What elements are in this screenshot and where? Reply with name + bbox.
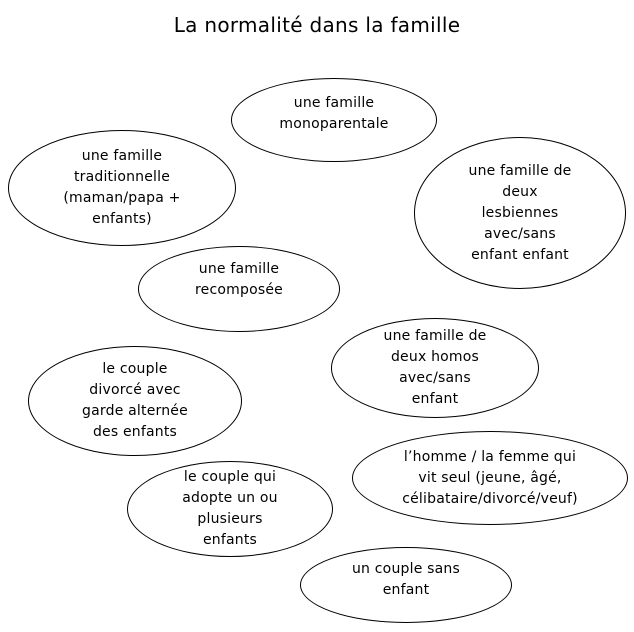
bubble-label-line: une famille bbox=[81, 148, 163, 164]
bubble-label-line: le couple qui bbox=[183, 469, 277, 485]
bubble-label-line: lesbiennes bbox=[481, 204, 559, 221]
bubble-label-line: plusieurs bbox=[197, 511, 263, 527]
bubble-famille-deux-homos bbox=[331, 318, 539, 418]
bubble-label-line: enfant enfant bbox=[471, 246, 569, 263]
bubble-label-line: célibataire/divorcé/veuf) bbox=[402, 490, 578, 507]
bubble-label bbox=[182, 467, 278, 551]
bubble-label bbox=[402, 447, 578, 510]
bubble-label-line: avec/sans bbox=[484, 225, 556, 242]
bubble-label-line: enfant bbox=[411, 391, 459, 407]
bubble-label-line: divorcé avec bbox=[89, 382, 181, 398]
bubble-label-line: recomposée bbox=[195, 282, 283, 298]
bubble-label-line: une famille bbox=[293, 95, 375, 111]
bubble-label-line: deux homos bbox=[390, 349, 480, 365]
bubble-label-line: adopte un ou bbox=[182, 490, 278, 506]
bubble-label bbox=[384, 326, 487, 410]
bubble-famille-deux-lesbiennes bbox=[414, 137, 626, 289]
bubble-label-line: l’homme / la femme qui bbox=[403, 448, 577, 465]
bubble-label-line: (maman/papa + bbox=[63, 190, 181, 206]
bubble-label bbox=[82, 359, 188, 443]
bubble-label-line: un couple sans bbox=[351, 561, 460, 577]
bubble-couple-adopte-enfants bbox=[127, 461, 333, 557]
bubble-label-line: vit seul (jeune, âgé, bbox=[418, 469, 562, 486]
bubble-label-line: deux bbox=[502, 183, 538, 200]
bubble-label-line: traditionnelle bbox=[73, 169, 171, 185]
bubble-label-line: enfants bbox=[202, 532, 258, 548]
bubble-couple-sans-enfant bbox=[300, 547, 512, 623]
bubble-label-line: des enfants bbox=[92, 424, 178, 440]
bubble-famille-recomposee bbox=[138, 246, 340, 332]
bubble-label-line: une famille de bbox=[383, 328, 487, 344]
bubble-label-line: le couple bbox=[102, 361, 168, 377]
bubble-label bbox=[279, 93, 388, 135]
bubble-famille-monoparentale bbox=[231, 78, 437, 162]
bubble-label bbox=[63, 146, 180, 230]
bubble-label bbox=[195, 259, 283, 301]
bubble-couple-divorce-garde-alternee bbox=[28, 346, 242, 456]
page-title: La normalité dans la famille bbox=[173, 13, 461, 37]
bubble-famille-traditionnelle bbox=[8, 130, 236, 246]
bubble-label bbox=[352, 559, 460, 601]
bubble-label-line: une famille bbox=[198, 261, 280, 277]
bubble-label-line: une famille de bbox=[468, 162, 572, 179]
bubble-label-line: avec/sans bbox=[399, 370, 471, 386]
bubble-label bbox=[469, 161, 572, 266]
bubble-label-line: enfants) bbox=[92, 211, 152, 227]
bubble-homme-femme-vit-seul bbox=[352, 431, 628, 525]
bubble-label-line: monoparentale bbox=[279, 116, 389, 132]
bubble-label-line: garde alternée bbox=[82, 403, 188, 419]
bubble-label-line: enfant bbox=[382, 582, 430, 598]
